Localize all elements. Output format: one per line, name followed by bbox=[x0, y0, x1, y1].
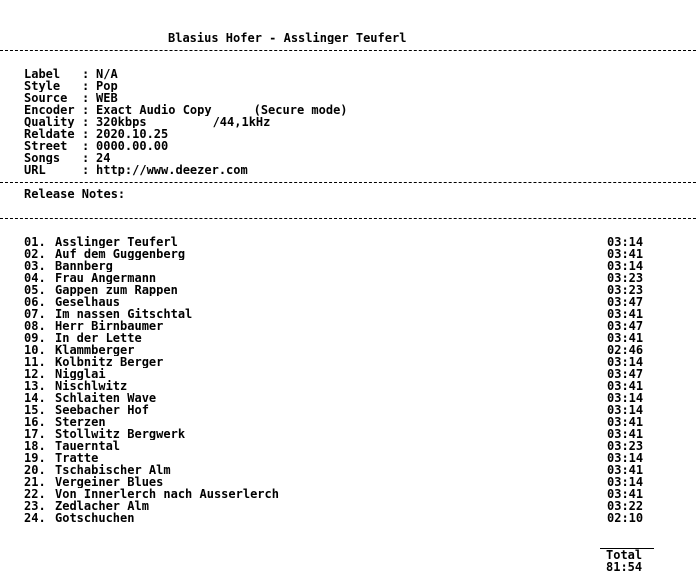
info-row bbox=[24, 80, 690, 92]
track-time: 02:46 bbox=[607, 344, 644, 356]
track-row bbox=[24, 404, 690, 416]
total-block bbox=[598, 542, 658, 573]
track-time: 03:23 bbox=[607, 272, 644, 284]
info-key: Source bbox=[24, 92, 68, 104]
track-number: 01. bbox=[24, 236, 46, 248]
info-block bbox=[24, 68, 690, 176]
track-title: Schlaiten Wave bbox=[55, 392, 157, 404]
info-colon: : bbox=[82, 68, 97, 80]
release-notes-label: Release Notes: bbox=[24, 188, 126, 200]
info-row bbox=[24, 116, 690, 128]
info-row bbox=[24, 128, 690, 140]
info-value: 2020.10.25 bbox=[96, 128, 169, 140]
track-title: Klammberger bbox=[55, 344, 135, 356]
track-row bbox=[24, 428, 690, 440]
track-row bbox=[24, 236, 690, 248]
track-row bbox=[24, 272, 690, 284]
track-title: Gotschuchen bbox=[55, 512, 135, 524]
track-row bbox=[24, 356, 690, 368]
track-time: 03:14 bbox=[607, 260, 644, 272]
track-time: 03:41 bbox=[607, 488, 644, 500]
total-time: 81:54 bbox=[606, 561, 643, 573]
info-key: URL bbox=[24, 164, 46, 176]
info-colon: : bbox=[82, 80, 97, 92]
info-key: Reldate bbox=[24, 128, 75, 140]
track-row bbox=[24, 344, 690, 356]
info-colon: : bbox=[82, 140, 97, 152]
nfo-document bbox=[24, 32, 690, 524]
track-time: 03:47 bbox=[607, 296, 644, 308]
track-list bbox=[24, 236, 690, 524]
info-value: Pop bbox=[96, 80, 118, 92]
track-time: 03:14 bbox=[607, 476, 644, 488]
track-time: 03:14 bbox=[607, 236, 644, 248]
info-extra: /44,1kHz bbox=[212, 116, 271, 128]
track-title: In der Lette bbox=[55, 332, 142, 344]
track-number: 02. bbox=[24, 248, 46, 260]
track-row bbox=[24, 416, 690, 428]
info-row bbox=[24, 140, 690, 152]
info-row bbox=[24, 68, 690, 80]
blank-line bbox=[24, 224, 690, 236]
track-time: 03:41 bbox=[607, 332, 644, 344]
track-row bbox=[24, 320, 690, 332]
separator-line bbox=[0, 171, 696, 183]
info-key: Quality bbox=[24, 116, 75, 128]
info-value: 0000.00.00 bbox=[96, 140, 169, 152]
track-row bbox=[24, 512, 690, 524]
track-number: 13. bbox=[24, 380, 46, 392]
track-row bbox=[24, 392, 690, 404]
track-title: Sterzen bbox=[55, 416, 106, 428]
track-row bbox=[24, 248, 690, 260]
separator-line bbox=[0, 207, 696, 219]
track-title: Im nassen Gitschtal bbox=[55, 308, 193, 320]
info-value: 320kbps bbox=[96, 116, 147, 128]
track-number: 08. bbox=[24, 320, 46, 332]
info-colon: : bbox=[82, 116, 97, 128]
track-title: Zedlacher Alm bbox=[55, 500, 149, 512]
track-title: Bannberg bbox=[55, 260, 113, 272]
track-title: Nischlwitz bbox=[55, 380, 128, 392]
info-colon: : bbox=[82, 92, 97, 104]
track-time: 03:41 bbox=[607, 380, 644, 392]
track-number: 09. bbox=[24, 332, 46, 344]
track-title: Tschabischer Alm bbox=[55, 464, 171, 476]
track-number: 03. bbox=[24, 260, 46, 272]
track-row bbox=[24, 332, 690, 344]
track-time: 03:41 bbox=[607, 308, 644, 320]
total-label: Total bbox=[606, 549, 643, 561]
track-time: 03:23 bbox=[607, 284, 644, 296]
track-time: 03:14 bbox=[607, 392, 644, 404]
track-number: 15. bbox=[24, 404, 46, 416]
track-time: 03:47 bbox=[607, 368, 644, 380]
track-number: 22. bbox=[24, 488, 46, 500]
track-number: 10. bbox=[24, 344, 46, 356]
track-number: 21. bbox=[24, 476, 46, 488]
track-title: Nigglai bbox=[55, 368, 106, 380]
track-title: Frau Angermann bbox=[55, 272, 157, 284]
info-row bbox=[24, 104, 690, 116]
info-value: 24 bbox=[96, 152, 111, 164]
info-key: Songs bbox=[24, 152, 61, 164]
info-key: Encoder bbox=[24, 104, 75, 116]
track-title: Seebacher Hof bbox=[55, 404, 149, 416]
track-row bbox=[24, 452, 690, 464]
info-colon: : bbox=[82, 164, 97, 176]
track-time: 03:47 bbox=[607, 320, 644, 332]
track-number: 11. bbox=[24, 356, 46, 368]
track-title: Tratte bbox=[55, 452, 99, 464]
info-key: Label bbox=[24, 68, 61, 80]
track-time: 02:10 bbox=[607, 512, 644, 524]
info-colon: : bbox=[82, 128, 97, 140]
track-number: 17. bbox=[24, 428, 46, 440]
track-row bbox=[24, 368, 690, 380]
track-number: 07. bbox=[24, 308, 46, 320]
info-key: Style bbox=[24, 80, 61, 92]
track-number: 06. bbox=[24, 296, 46, 308]
track-title: Gappen zum Rappen bbox=[55, 284, 178, 296]
info-extra: (Secure mode) bbox=[253, 104, 348, 116]
release-title: Blasius Hofer - Asslinger Teuferl bbox=[168, 32, 407, 44]
info-row bbox=[24, 92, 690, 104]
track-title: Vergeiner Blues bbox=[55, 476, 164, 488]
track-number: 19. bbox=[24, 452, 46, 464]
track-title: Asslinger Teuferl bbox=[55, 236, 178, 248]
info-value: Exact Audio Copy bbox=[96, 104, 212, 116]
track-title: Stollwitz Bergwerk bbox=[55, 428, 186, 440]
info-value: N/A bbox=[96, 68, 118, 80]
track-title: Herr Birnbaumer bbox=[55, 320, 164, 332]
track-row bbox=[24, 440, 690, 452]
info-colon: : bbox=[82, 104, 97, 116]
track-title: Von Innerlerch nach Ausserlerch bbox=[55, 488, 279, 500]
track-number: 23. bbox=[24, 500, 46, 512]
track-time: 03:23 bbox=[607, 440, 644, 452]
track-row bbox=[24, 476, 690, 488]
track-time: 03:41 bbox=[607, 248, 644, 260]
info-value: http://www.deezer.com bbox=[96, 164, 248, 176]
track-time: 03:22 bbox=[607, 500, 644, 512]
track-number: 20. bbox=[24, 464, 46, 476]
track-number: 18. bbox=[24, 440, 46, 452]
track-number: 04. bbox=[24, 272, 46, 284]
track-number: 05. bbox=[24, 284, 46, 296]
blank-line bbox=[24, 56, 690, 68]
total-rule bbox=[600, 542, 654, 549]
track-number: 24. bbox=[24, 512, 46, 524]
track-row bbox=[24, 380, 690, 392]
track-time: 03:14 bbox=[607, 404, 644, 416]
track-time: 03:14 bbox=[607, 452, 644, 464]
track-row bbox=[24, 260, 690, 272]
info-row bbox=[24, 152, 690, 164]
info-colon: : bbox=[82, 152, 97, 164]
track-time: 03:14 bbox=[607, 356, 644, 368]
info-value: WEB bbox=[96, 92, 118, 104]
track-title: Tauerntal bbox=[55, 440, 121, 452]
track-row bbox=[24, 464, 690, 476]
track-number: 14. bbox=[24, 392, 46, 404]
track-row bbox=[24, 488, 690, 500]
separator-line bbox=[0, 39, 696, 51]
track-title: Kolbnitz Berger bbox=[55, 356, 164, 368]
track-row bbox=[24, 296, 690, 308]
track-title: Geselhaus bbox=[55, 296, 121, 308]
track-title: Auf dem Guggenberg bbox=[55, 248, 186, 260]
track-number: 16. bbox=[24, 416, 46, 428]
track-row bbox=[24, 500, 690, 512]
track-row bbox=[24, 284, 690, 296]
track-time: 03:41 bbox=[607, 416, 644, 428]
track-number: 12. bbox=[24, 368, 46, 380]
track-row bbox=[24, 308, 690, 320]
track-time: 03:41 bbox=[607, 464, 644, 476]
info-key: Street bbox=[24, 140, 68, 152]
track-time: 03:41 bbox=[607, 428, 644, 440]
